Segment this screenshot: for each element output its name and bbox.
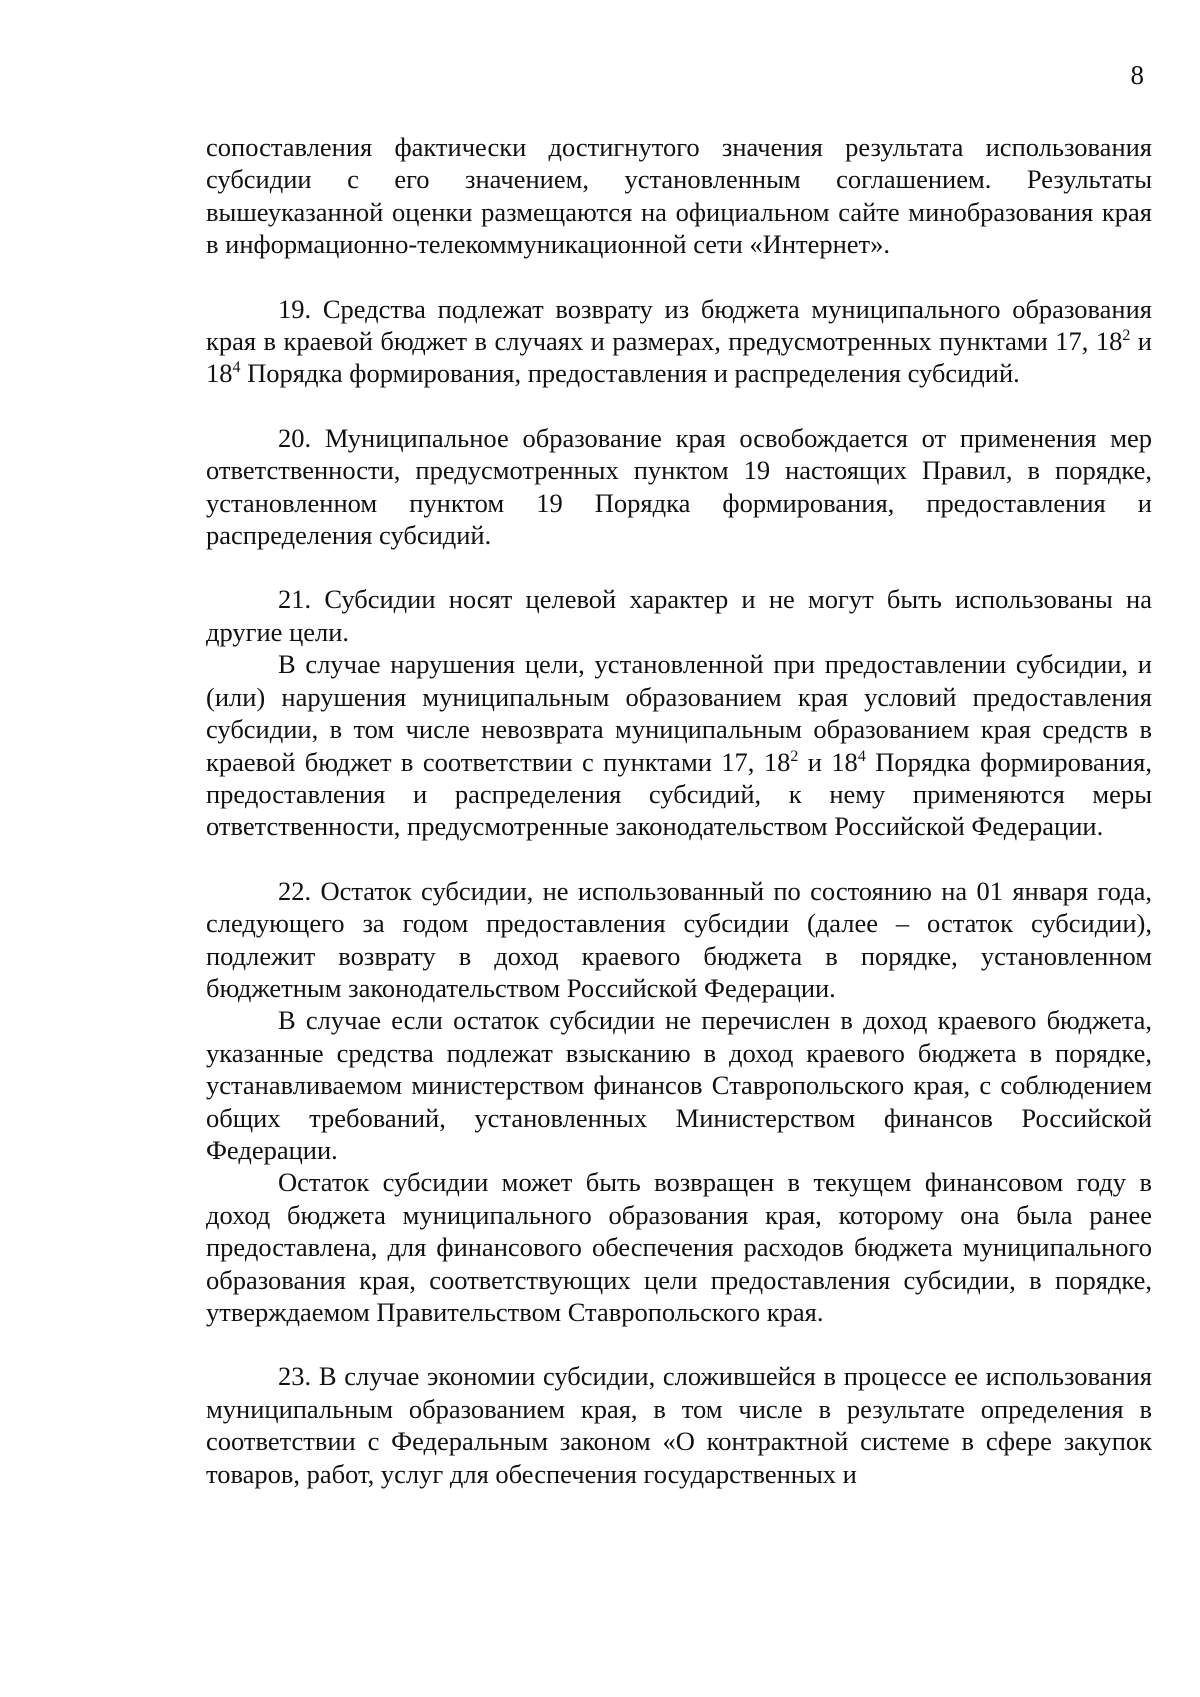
paragraph-21 <box>206 583 1152 648</box>
paragraph-22-return <box>206 1166 1152 1328</box>
paragraph-text: В случае нарушения цели, установленной при предоставлении субсидии, и (или) нарушения муниципальным образованием края условий предоставления субсидии, в том числе невозврата муниципальным образованием края средств в краевой бюджет в соответствии с пунктами 17, 18 <box>206 649 1152 777</box>
page-number: 8 <box>1130 60 1144 90</box>
paragraph-text: и 18 <box>798 746 858 777</box>
paragraph-text: 22. Остаток субсидии, не использованный по состоянию на 01 января года, следующего за годом предоставления субсидии (далее – остаток субсидии), подлежит возврату в доход краевого бюджета в порядке, установленном бюджетным законодательством Российской Федерации. <box>206 875 1152 1003</box>
paragraph-text: Порядка формирования, предоставления и распределения субсидий, к нему применяются меры ответственности, предусмотренные законодательством Российской Федерации. <box>206 746 1152 842</box>
paragraph-19 <box>206 293 1152 390</box>
paragraph-text: 23. В случае экономии субсидии, сложившейся в процессе ее использования муниципальным образованием края, в том числе в результате определения в соответствии с Федеральным законом «О контрактной системе в сфере закупок товаров, работ, услуг для обеспечения государственных и <box>206 1361 1152 1489</box>
paragraph-text: 20. Муниципальное образование края освобождается от применения мер ответственности, предусмотренных пунктом 19 настоящих Правил, в порядке, установленном пунктом 19 Порядка формирования, предоставления и распределения субсидий. <box>206 422 1152 551</box>
superscript-number: 4 <box>232 359 241 377</box>
paragraph-20 <box>206 422 1152 552</box>
paragraph-22-recovery <box>206 1004 1152 1166</box>
paragraph-21-violation <box>206 648 1152 842</box>
paragraph-text: сопоставления фактически достигнутого значения результата использования субсидии с его значением, установленным соглашением. Результаты вышеуказанной оценки размещаются на официальном сайте минобразования края в информационно-телекоммуникационной сети «Интернет». <box>206 132 1152 260</box>
paragraph-text: 19. Средства подлежат возврату из бюджета муниципального образования края в краевой бюджет в случаях и размерах, предусмотренных пунктами 17, 18 <box>206 293 1152 357</box>
paragraph-text: Остаток субсидии может быть возвращен в текущем финансовом году в доход бюджета муниципального образования края, которому она была ранее предоставлена, для финансового обеспечения расходов бюджета муниципального образования края, соответствующих цели предоставления субсидии, в порядке, утверждаемом Правительством Ставропольского края. <box>206 1167 1152 1327</box>
superscript-number: 2 <box>790 747 799 765</box>
paragraph-23 <box>206 1360 1152 1490</box>
paragraph-text: 21. Субсидии носят целевой характер и не могут быть использованы на другие цели. <box>206 584 1152 647</box>
document-body <box>206 131 1152 1490</box>
paragraph-text: Порядка формирования, предоставления и распределения субсидий. <box>240 358 1020 389</box>
paragraph-continuation <box>206 131 1152 261</box>
paragraph-text: В случае если остаток субсидии не перечислен в доход краевого бюджета, указанные средства подлежат взысканию в доход краевого бюджета в порядке, устанавливаемом министерством финансов Ставропольского края, с соблюдением общих требований, установленных Министерством финансов Российской Федерации. <box>206 1005 1152 1165</box>
paragraph-text: и 18 <box>206 326 1152 389</box>
paragraph-22 <box>206 875 1152 1005</box>
superscript-number: 2 <box>1122 327 1131 345</box>
superscript-number: 4 <box>857 747 866 765</box>
